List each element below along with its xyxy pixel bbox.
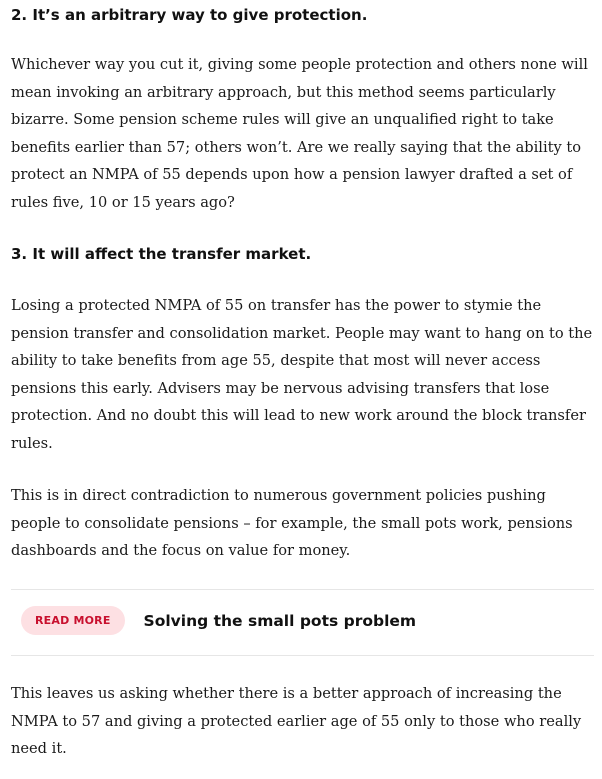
section-heading-arbitrary-protection: 2. It’s an arbitrary way to give protection.	[11, 6, 368, 24]
paragraph-government-policies: This is in direct contradiction to numerous government policies pushing people to consolidate pensions – for example, the small pots work, pensions dashboards and the focus on value for money.	[11, 487, 573, 559]
paragraph-arbitrary-approach: Whichever way you cut it, giving some people protection and others none will mean invoking an arbitrary approach, but this method seems particularly bizarre. Some pension scheme rules will give an unqualified right to take benefits earlier than 57; others won’t. Are we really saying that the ability to protect an NMPA of 55 depends upon how a pension lawyer drafted a set of rules five, 10 or 15 years ago?	[11, 56, 588, 211]
section-heading-transfer-market: 3. It will affect the transfer market.	[11, 245, 312, 263]
read-more-block[interactable]	[11, 606, 416, 635]
paragraph-better-approach: This leaves us asking whether there is a better approach of increasing the NMPA to 57 and giving a protected earlier age of 55 only to those who really need it.	[11, 685, 582, 757]
read-more-divider-bottom	[11, 655, 594, 656]
read-more-divider-top	[11, 589, 594, 590]
paragraph-transfer-market: Losing a protected NMPA of 55 on transfer has the power to stymie the pension transfer and consolidation market. People may want to hang on to the ability to take benefits from age 55, despite that most will never access pensions this early. Advisers may be nervous advising transfers that lose protection. And no doubt this will lead to new work around the block transfer rules.	[11, 297, 593, 452]
read-more-link[interactable]: Solving the small pots problem	[143, 611, 417, 630]
read-more-badge: READ MORE	[21, 606, 125, 635]
